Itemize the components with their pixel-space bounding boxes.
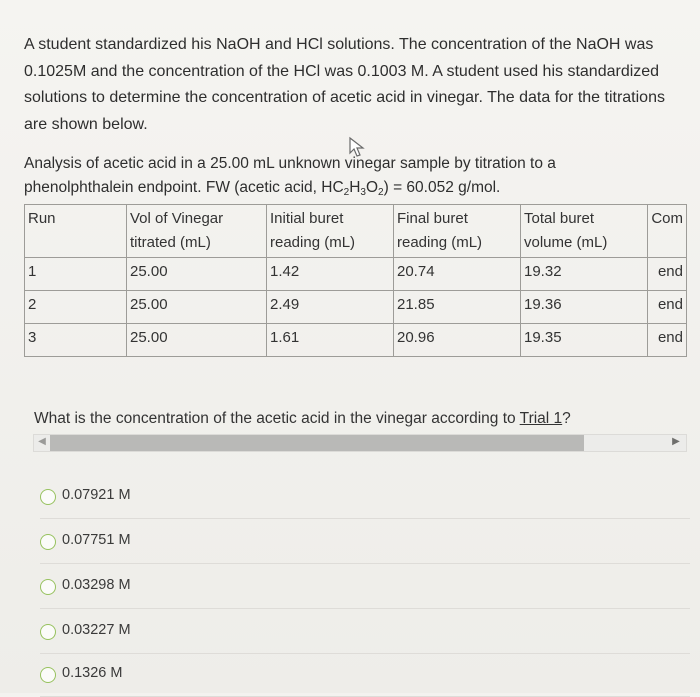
radio-button[interactable] (40, 624, 56, 640)
cell-final: 20.96 (394, 324, 521, 357)
problem-statement (24, 32, 692, 138)
answer-option[interactable] (40, 656, 690, 697)
header-run: Run (25, 205, 127, 258)
cell-final: 21.85 (394, 291, 521, 324)
analysis-description (24, 152, 684, 200)
answer-option[interactable] (40, 478, 690, 519)
cell-total: 19.32 (521, 258, 648, 291)
cell-vol: 25.00 (127, 291, 267, 324)
table-header-row (25, 205, 687, 258)
cell-comment: end (648, 324, 687, 357)
scrollbar-thumb[interactable] (50, 435, 584, 451)
chevron-right-icon[interactable]: ▶ (672, 436, 680, 447)
radio-button[interactable] (40, 534, 56, 550)
chevron-left-icon[interactable]: ◀ (38, 436, 46, 447)
answer-option[interactable] (40, 523, 690, 564)
question-prefix: What is the concentration of the acetic acid in the vinegar according to (34, 410, 520, 427)
answer-option[interactable] (40, 613, 690, 654)
table-row (25, 258, 687, 291)
cell-run: 3 (25, 324, 127, 357)
answer-option[interactable] (40, 568, 690, 609)
header-initial: Initial buret reading (mL) (267, 205, 394, 258)
analysis-line-1: Analysis of acetic acid in a 25.00 mL unknown vinegar sample by titration to a (24, 155, 556, 172)
analysis-line-2: phenolphthalein endpoint. FW (acetic acid, $HC_2H_3O_2) = 60.052$ g/mol. (24, 179, 501, 198)
cell-initial: 1.42 (267, 258, 394, 291)
cell-total: 19.36 (521, 291, 648, 324)
option-label: 0.03227 M (62, 622, 131, 638)
option-label: 0.1326 M (62, 665, 123, 681)
cell-comment: end (648, 258, 687, 291)
cell-initial: 1.61 (267, 324, 394, 357)
cell-run: 1 (25, 258, 127, 291)
header-vol: Vol of Vinegar titrated (mL) (127, 205, 267, 258)
titration-data-table (24, 204, 687, 357)
cell-final: 20.74 (394, 258, 521, 291)
question-suffix: ? (562, 410, 571, 427)
cell-vol: 25.00 (127, 258, 267, 291)
radio-button[interactable] (40, 579, 56, 595)
question-text (34, 410, 674, 428)
cell-initial: 2.49 (267, 291, 394, 324)
header-comment: Com (648, 205, 687, 258)
option-label: 0.07751 M (62, 532, 131, 548)
table-row (25, 291, 687, 324)
option-label: 0.07921 M (62, 487, 131, 503)
cell-run: 2 (25, 291, 127, 324)
radio-button[interactable] (40, 667, 56, 683)
header-final: Final buret reading (mL) (394, 205, 521, 258)
radio-button[interactable] (40, 489, 56, 505)
cell-vol: 25.00 (127, 324, 267, 357)
intro-text: A student standardized his NaOH and HCl solutions. The concentration of the NaOH was 0.1025M and the concentration of the HCl was 0.1003 M. A student used his standardized solutions to determine the concentration of acetic acid in vinegar. The data for the titrations are shown below. (24, 36, 665, 133)
cell-comment: end (648, 291, 687, 324)
horizontal-scrollbar[interactable] (33, 434, 687, 452)
header-total: Total buret volume (mL) (521, 205, 648, 258)
option-label: 0.03298 M (62, 577, 131, 593)
cell-total: 19.35 (521, 324, 648, 357)
table-row (25, 324, 687, 357)
trial-link[interactable]: Trial 1 (519, 410, 563, 427)
